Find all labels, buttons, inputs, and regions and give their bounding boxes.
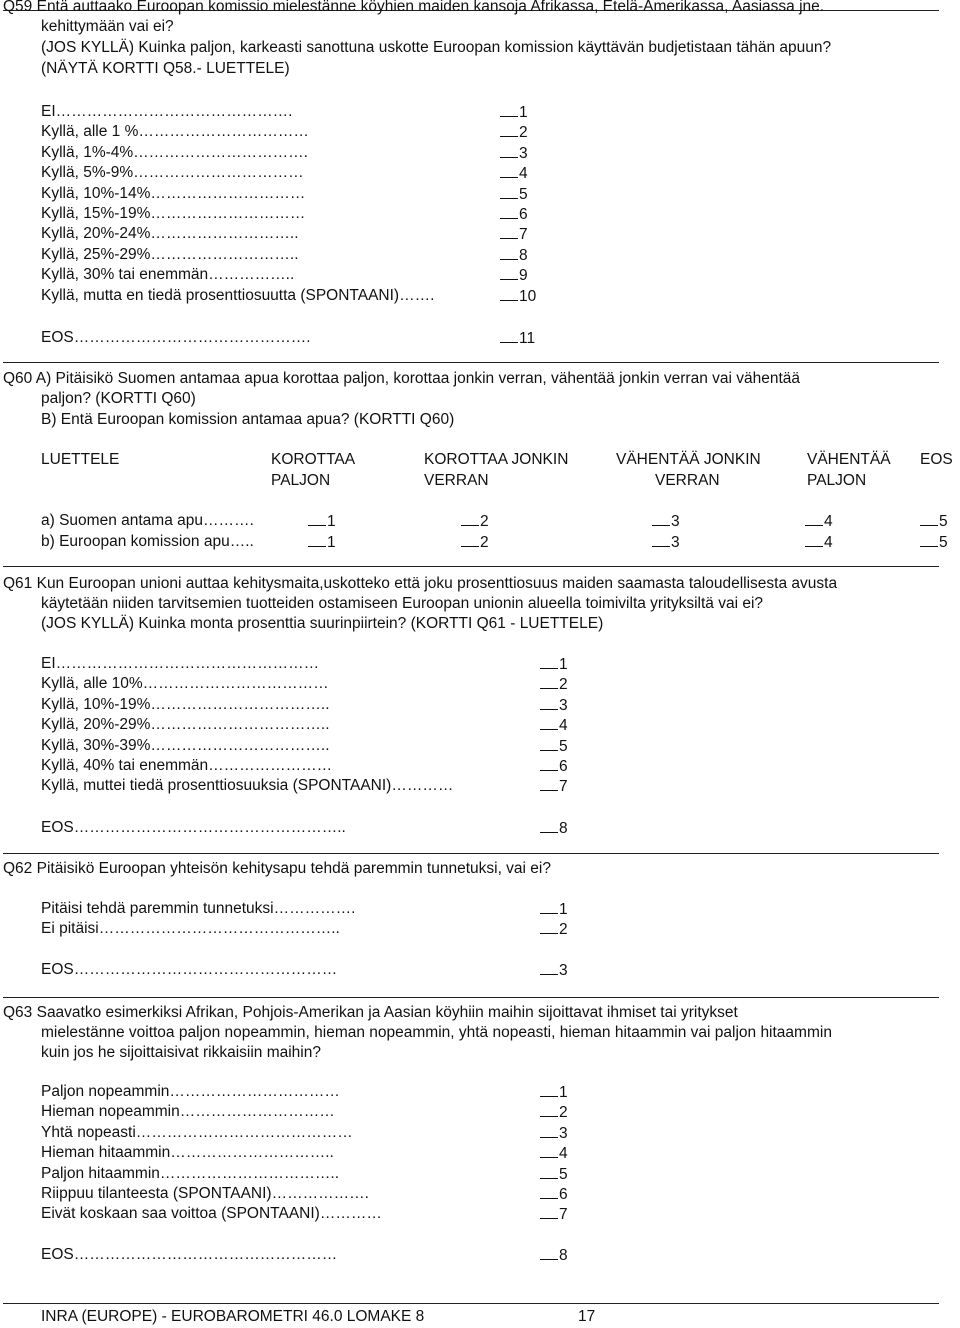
q60-header-col1-line1: KOROTTAA bbox=[271, 451, 356, 468]
answer-code-number: 5 bbox=[939, 534, 948, 551]
answer-code-number: 5 bbox=[939, 513, 948, 530]
q61-option-4[interactable] bbox=[41, 715, 330, 735]
q59-option-10[interactable] bbox=[41, 286, 434, 306]
option-code-number: 11 bbox=[519, 330, 536, 347]
option-label: Kyllä, 10%-19%…………………………….. bbox=[41, 695, 330, 713]
q63-option-eos[interactable] bbox=[41, 1245, 337, 1265]
q59-text-line-2: kehittymään vai ei? bbox=[41, 18, 174, 35]
option-label: Kyllä, mutta en tiedä prosenttiosuutta (SPONTAANI)……. bbox=[41, 286, 435, 304]
q63-option-2[interactable] bbox=[41, 1102, 335, 1122]
q60-header-col2-line1: KOROTTAA JONKIN bbox=[424, 451, 569, 468]
q60-answer-cell[interactable] bbox=[805, 511, 833, 532]
q61-text-line-3: (JOS KYLLÄ) Kuinka monta prosenttia suurinpiirtein? (KORTTI Q61 - LUETTELE) bbox=[41, 615, 604, 632]
q60-header-col1-line2: PALJON bbox=[271, 472, 331, 489]
q63-text-line-1: Q63 Saavatko esimerkiksi Afrikan, Pohjois-Amerikan ja Aasian köyhiin maihin sijoittavat ihmiset tai yritykset bbox=[3, 1004, 738, 1021]
answer-blank bbox=[500, 204, 518, 219]
q60-answer-cell[interactable] bbox=[461, 532, 489, 553]
answer-blank bbox=[652, 532, 670, 547]
option-code bbox=[540, 919, 568, 940]
option-code-number: 3 bbox=[559, 962, 568, 979]
q62-option-eos[interactable] bbox=[41, 960, 337, 980]
answer-blank bbox=[500, 245, 518, 260]
footer-page-number: 17 bbox=[578, 1308, 596, 1325]
answer-blank bbox=[500, 163, 518, 178]
answer-blank bbox=[652, 511, 670, 526]
q61-text-line-1: Q61 Kun Euroopan unioni auttaa kehitysmaita,uskotteko että joku prosenttiosuus maiden saamasta taloudellisesta avusta bbox=[3, 575, 838, 592]
q59-option-3[interactable] bbox=[41, 143, 308, 163]
row-label: b) Euroopan komission apu….. bbox=[41, 533, 254, 550]
option-code-number: 2 bbox=[559, 1104, 568, 1122]
q63-option-3[interactable] bbox=[41, 1123, 353, 1143]
q63-text-line-3: kuin jos he sijoittaisivat rikkaisiin maihin? bbox=[41, 1044, 321, 1061]
option-code-number: 8 bbox=[519, 246, 528, 264]
q59-text-line-3: (JOS KYLLÄ) Kuinka paljon, karkeasti sanottuna uskotte Euroopan komission käyttävän budjetistaan tähän apuun? bbox=[41, 39, 832, 56]
answer-blank bbox=[920, 511, 938, 526]
q60-answer-cell[interactable] bbox=[920, 532, 948, 553]
answer-blank bbox=[461, 511, 479, 526]
option-code bbox=[500, 245, 528, 266]
option-label: Kyllä, 40% tai enemmän…………………… bbox=[41, 757, 333, 774]
q60-header-col2-line2: VERRAN bbox=[424, 472, 489, 489]
option-code-number: 2 bbox=[559, 921, 568, 939]
answer-blank bbox=[805, 511, 823, 526]
option-code-number: 5 bbox=[519, 185, 528, 203]
option-label: EI…………………………………………… bbox=[41, 655, 320, 672]
q60-text-line-2: paljon? (KORTTI Q60) bbox=[41, 390, 196, 407]
option-code bbox=[500, 102, 528, 123]
option-code bbox=[500, 204, 528, 225]
option-code bbox=[540, 695, 568, 716]
option-code-number: 4 bbox=[519, 165, 528, 183]
option-label: Kyllä, 20%-29%…………………………….. bbox=[41, 716, 330, 734]
option-code-number: 2 bbox=[519, 124, 528, 142]
q59-option-6[interactable] bbox=[41, 204, 305, 224]
q59-option-eos[interactable] bbox=[41, 328, 311, 348]
answer-code-number: 4 bbox=[824, 513, 833, 530]
q61-option-5[interactable] bbox=[41, 736, 330, 756]
answer-blank bbox=[540, 1082, 558, 1097]
q59-option-4[interactable] bbox=[41, 163, 304, 183]
option-code-number: 1 bbox=[559, 901, 568, 918]
option-label: Eivät koskaan saa voittoa (SPONTAANI)………… bbox=[41, 1205, 382, 1223]
answer-code-number: 1 bbox=[327, 534, 336, 551]
q59-option-9[interactable] bbox=[41, 265, 294, 285]
option-code bbox=[540, 1164, 568, 1185]
q60-header-col4-line1: VÄHENTÄÄ bbox=[807, 451, 891, 468]
option-label: Kyllä, 30%-39%…………………………….. bbox=[41, 736, 330, 754]
answer-blank bbox=[540, 899, 558, 914]
answer-blank bbox=[540, 776, 558, 791]
q61-option-1[interactable] bbox=[41, 654, 319, 674]
q59-option-8[interactable] bbox=[41, 245, 299, 265]
q60-answer-cell[interactable] bbox=[308, 532, 336, 553]
q61-option-3[interactable] bbox=[41, 695, 330, 715]
option-label: Kyllä, alle 1 %…………………………… bbox=[41, 123, 309, 141]
answer-blank bbox=[540, 1102, 558, 1117]
answer-blank bbox=[540, 1245, 558, 1260]
answer-blank bbox=[500, 286, 518, 301]
option-label: Kyllä, 1%-4%……………………………. bbox=[41, 143, 308, 161]
q61-option-7[interactable] bbox=[41, 776, 453, 796]
option-label: Kyllä, 5%-9%…………………………… bbox=[41, 164, 304, 182]
answer-blank bbox=[540, 674, 558, 689]
option-code bbox=[540, 736, 568, 757]
option-code bbox=[500, 265, 528, 286]
option-code bbox=[540, 756, 568, 777]
option-label: Paljon nopeammin…………………………… bbox=[41, 1083, 340, 1100]
option-label: EI………………………………………. bbox=[41, 103, 293, 120]
option-code-number: 8 bbox=[559, 820, 568, 837]
option-code-number: 3 bbox=[519, 144, 528, 162]
answer-blank bbox=[540, 715, 558, 730]
option-code-number: 7 bbox=[519, 226, 528, 244]
option-label: Kyllä, alle 10%……………………………… bbox=[41, 675, 329, 693]
option-code-number: 9 bbox=[519, 267, 528, 285]
option-code-number: 2 bbox=[559, 676, 568, 694]
option-code bbox=[540, 1123, 568, 1144]
answer-blank bbox=[500, 143, 518, 158]
option-code-number: 6 bbox=[519, 206, 528, 223]
option-code bbox=[540, 899, 568, 920]
answer-code-number: 4 bbox=[824, 534, 833, 551]
answer-blank bbox=[500, 102, 518, 117]
q62-option-1[interactable] bbox=[41, 899, 355, 919]
option-label: EOS…………………………………………… bbox=[41, 1246, 338, 1263]
option-code bbox=[540, 715, 568, 736]
option-code bbox=[540, 654, 568, 675]
q61-option-2[interactable] bbox=[41, 674, 329, 694]
answer-blank bbox=[540, 1164, 558, 1179]
option-label: Ei pitäisi……………………………………….. bbox=[41, 920, 340, 938]
option-code-number: 3 bbox=[559, 696, 568, 714]
option-code-number: 6 bbox=[559, 758, 568, 775]
q60-header-col3-line2: VERRAN bbox=[655, 472, 720, 489]
option-code-number: 6 bbox=[559, 1186, 568, 1203]
q60-answer-cell[interactable] bbox=[461, 511, 489, 532]
option-code bbox=[500, 328, 535, 349]
option-code bbox=[540, 1184, 568, 1205]
answer-blank bbox=[308, 532, 326, 547]
option-code-number: 4 bbox=[559, 717, 568, 735]
option-code bbox=[540, 1204, 568, 1225]
q59-option-5[interactable] bbox=[41, 184, 305, 204]
option-label: EOS………………………………………. bbox=[41, 329, 311, 346]
row-label: a) Suomen antama apu………. bbox=[41, 512, 254, 529]
option-label: Hieman hitaammin………………………….. bbox=[41, 1144, 334, 1162]
separator-footer bbox=[3, 1303, 939, 1304]
answer-code-number: 3 bbox=[671, 534, 680, 551]
q59-option-2[interactable] bbox=[41, 122, 309, 142]
option-label: Pitäisi tehdä paremmin tunnetuksi……………. bbox=[41, 900, 356, 917]
answer-blank bbox=[461, 532, 479, 547]
answer-blank bbox=[805, 532, 823, 547]
option-label: Hieman nopeammin………………………… bbox=[41, 1103, 335, 1121]
answer-code-number: 3 bbox=[671, 513, 680, 530]
option-code bbox=[540, 776, 568, 797]
option-label: EOS…………………………………………….. bbox=[41, 819, 346, 836]
answer-blank bbox=[540, 736, 558, 751]
q63-option-6[interactable] bbox=[41, 1184, 369, 1204]
q61-text-line-2: käytetään niiden tarvitsemien tuotteiden ostamiseen Euroopan unionin alueella toimivilta yrityksiltä vai ei? bbox=[41, 595, 764, 612]
separator-q61 bbox=[3, 566, 939, 567]
option-code-number: 1 bbox=[559, 656, 568, 673]
q60-row-a bbox=[41, 511, 254, 531]
answer-code-number: 1 bbox=[327, 513, 336, 530]
option-code bbox=[500, 224, 528, 245]
option-code-number: 5 bbox=[559, 1165, 568, 1183]
option-code bbox=[540, 960, 568, 981]
option-code bbox=[540, 1143, 568, 1164]
answer-blank bbox=[540, 960, 558, 975]
q60-answer-cell[interactable] bbox=[805, 532, 833, 553]
separator-q63 bbox=[3, 997, 939, 998]
option-code-number: 4 bbox=[559, 1145, 568, 1163]
q59-option-1[interactable] bbox=[41, 102, 292, 122]
option-code bbox=[540, 674, 568, 695]
answer-blank bbox=[540, 919, 558, 934]
option-code bbox=[500, 122, 528, 143]
q60-answer-cell[interactable] bbox=[920, 511, 948, 532]
option-code-number: 1 bbox=[559, 1084, 568, 1101]
option-code bbox=[500, 143, 528, 164]
option-code-number: 8 bbox=[559, 1247, 568, 1264]
option-label: Kyllä, 30% tai enemmän…………….. bbox=[41, 266, 295, 284]
q60-header-col3-line1: VÄHENTÄÄ JONKIN bbox=[616, 451, 761, 468]
answer-blank bbox=[500, 122, 518, 137]
option-code bbox=[540, 1082, 568, 1103]
answer-code-number: 2 bbox=[480, 534, 489, 551]
option-label: Paljon hitaammin…………………………….. bbox=[41, 1164, 340, 1182]
answer-blank bbox=[540, 1123, 558, 1138]
answer-blank bbox=[540, 654, 558, 669]
option-label: EOS…………………………………………… bbox=[41, 961, 338, 978]
option-label: Kyllä, 10%-14%………………………… bbox=[41, 184, 306, 202]
q59-text-line-4: (NÄYTÄ KORTTI Q58.- LUETTELE) bbox=[41, 60, 290, 77]
answer-blank bbox=[540, 818, 558, 833]
answer-blank bbox=[308, 511, 326, 526]
option-label: Kyllä, 15%-19%………………………… bbox=[41, 205, 306, 222]
footer-text: INRA (EUROPE) - EUROBAROMETRI 46.0 LOMAKE 8 bbox=[41, 1308, 425, 1325]
answer-blank bbox=[500, 224, 518, 239]
q60-answer-cell[interactable] bbox=[652, 532, 680, 553]
answer-blank bbox=[540, 1204, 558, 1219]
option-code bbox=[500, 286, 536, 307]
q60-answer-cell[interactable] bbox=[308, 511, 336, 532]
answer-blank bbox=[540, 756, 558, 771]
option-code bbox=[500, 184, 528, 205]
option-code-number: 3 bbox=[559, 1124, 568, 1142]
answer-blank bbox=[500, 265, 518, 280]
option-label: Riippuu tilanteesta (SPONTAANI)………………. bbox=[41, 1185, 369, 1202]
option-code bbox=[540, 1102, 568, 1123]
option-label: Yhtä nopeasti…………………………………… bbox=[41, 1123, 353, 1141]
answer-blank bbox=[500, 184, 518, 199]
q60-answer-cell[interactable] bbox=[652, 511, 680, 532]
q62-text-line-1: Q62 Pitäisikö Euroopan yhteisön kehitysapu tehdä paremmin tunnetuksi, vai ei? bbox=[3, 860, 551, 877]
q60-row-b bbox=[41, 532, 254, 552]
separator-q62 bbox=[3, 853, 939, 854]
q63-option-4[interactable] bbox=[41, 1143, 334, 1163]
answer-blank bbox=[540, 1184, 558, 1199]
answer-blank bbox=[540, 1143, 558, 1158]
option-code bbox=[500, 163, 528, 184]
separator-q60 bbox=[3, 362, 939, 363]
answer-code-number: 2 bbox=[480, 513, 489, 530]
q60-header-col5: EOS bbox=[920, 451, 953, 468]
q63-text-line-2: mielestänne voittoa paljon nopeammin, hieman nopeammin, yhtä nopeasti, hieman hitaammin vai paljon hitaammin bbox=[41, 1024, 832, 1041]
option-code-number: 5 bbox=[559, 737, 568, 755]
option-code-number: 10 bbox=[519, 287, 537, 305]
option-code-number: 7 bbox=[559, 1206, 568, 1224]
option-code-number: 7 bbox=[559, 778, 568, 796]
q63-option-1[interactable] bbox=[41, 1082, 340, 1102]
q61-option-eos[interactable] bbox=[41, 818, 346, 838]
answer-blank bbox=[500, 328, 518, 343]
option-code bbox=[540, 818, 568, 839]
q60-header-luettele: LUETTELE bbox=[41, 451, 120, 468]
option-label: Kyllä, 25%-29%……………………….. bbox=[41, 245, 299, 263]
q59-text-line-1: Q59 Entä auttaako Euroopan komissio mielestänne köyhien maiden kansoja Afrikassa, Etelä-Amerikassa, Aasiassa jne. bbox=[3, 0, 825, 15]
option-code bbox=[540, 1245, 568, 1266]
q60-header-col4-line2: PALJON bbox=[807, 472, 867, 489]
q63-option-7[interactable] bbox=[41, 1204, 382, 1224]
q62-option-2[interactable] bbox=[41, 919, 340, 939]
option-code-number: 1 bbox=[519, 104, 528, 121]
option-label: Kyllä, 20%-24%……………………….. bbox=[41, 225, 299, 243]
option-label: Kyllä, muttei tiedä prosenttiosuuksia (SPONTAANI)………… bbox=[41, 777, 454, 795]
q60-text-line-1: Q60 A) Pitäisikö Suomen antamaa apua korottaa paljon, korottaa jonkin verran, vähentää jonkin verran vai vähentää bbox=[3, 370, 801, 387]
answer-blank bbox=[920, 532, 938, 547]
q61-option-6[interactable] bbox=[41, 756, 332, 776]
answer-blank bbox=[540, 695, 558, 710]
q59-option-7[interactable] bbox=[41, 224, 299, 244]
q63-option-5[interactable] bbox=[41, 1164, 339, 1184]
q60-text-line-3: B) Entä Euroopan komission antamaa apua? (KORTTI Q60) bbox=[41, 411, 455, 428]
